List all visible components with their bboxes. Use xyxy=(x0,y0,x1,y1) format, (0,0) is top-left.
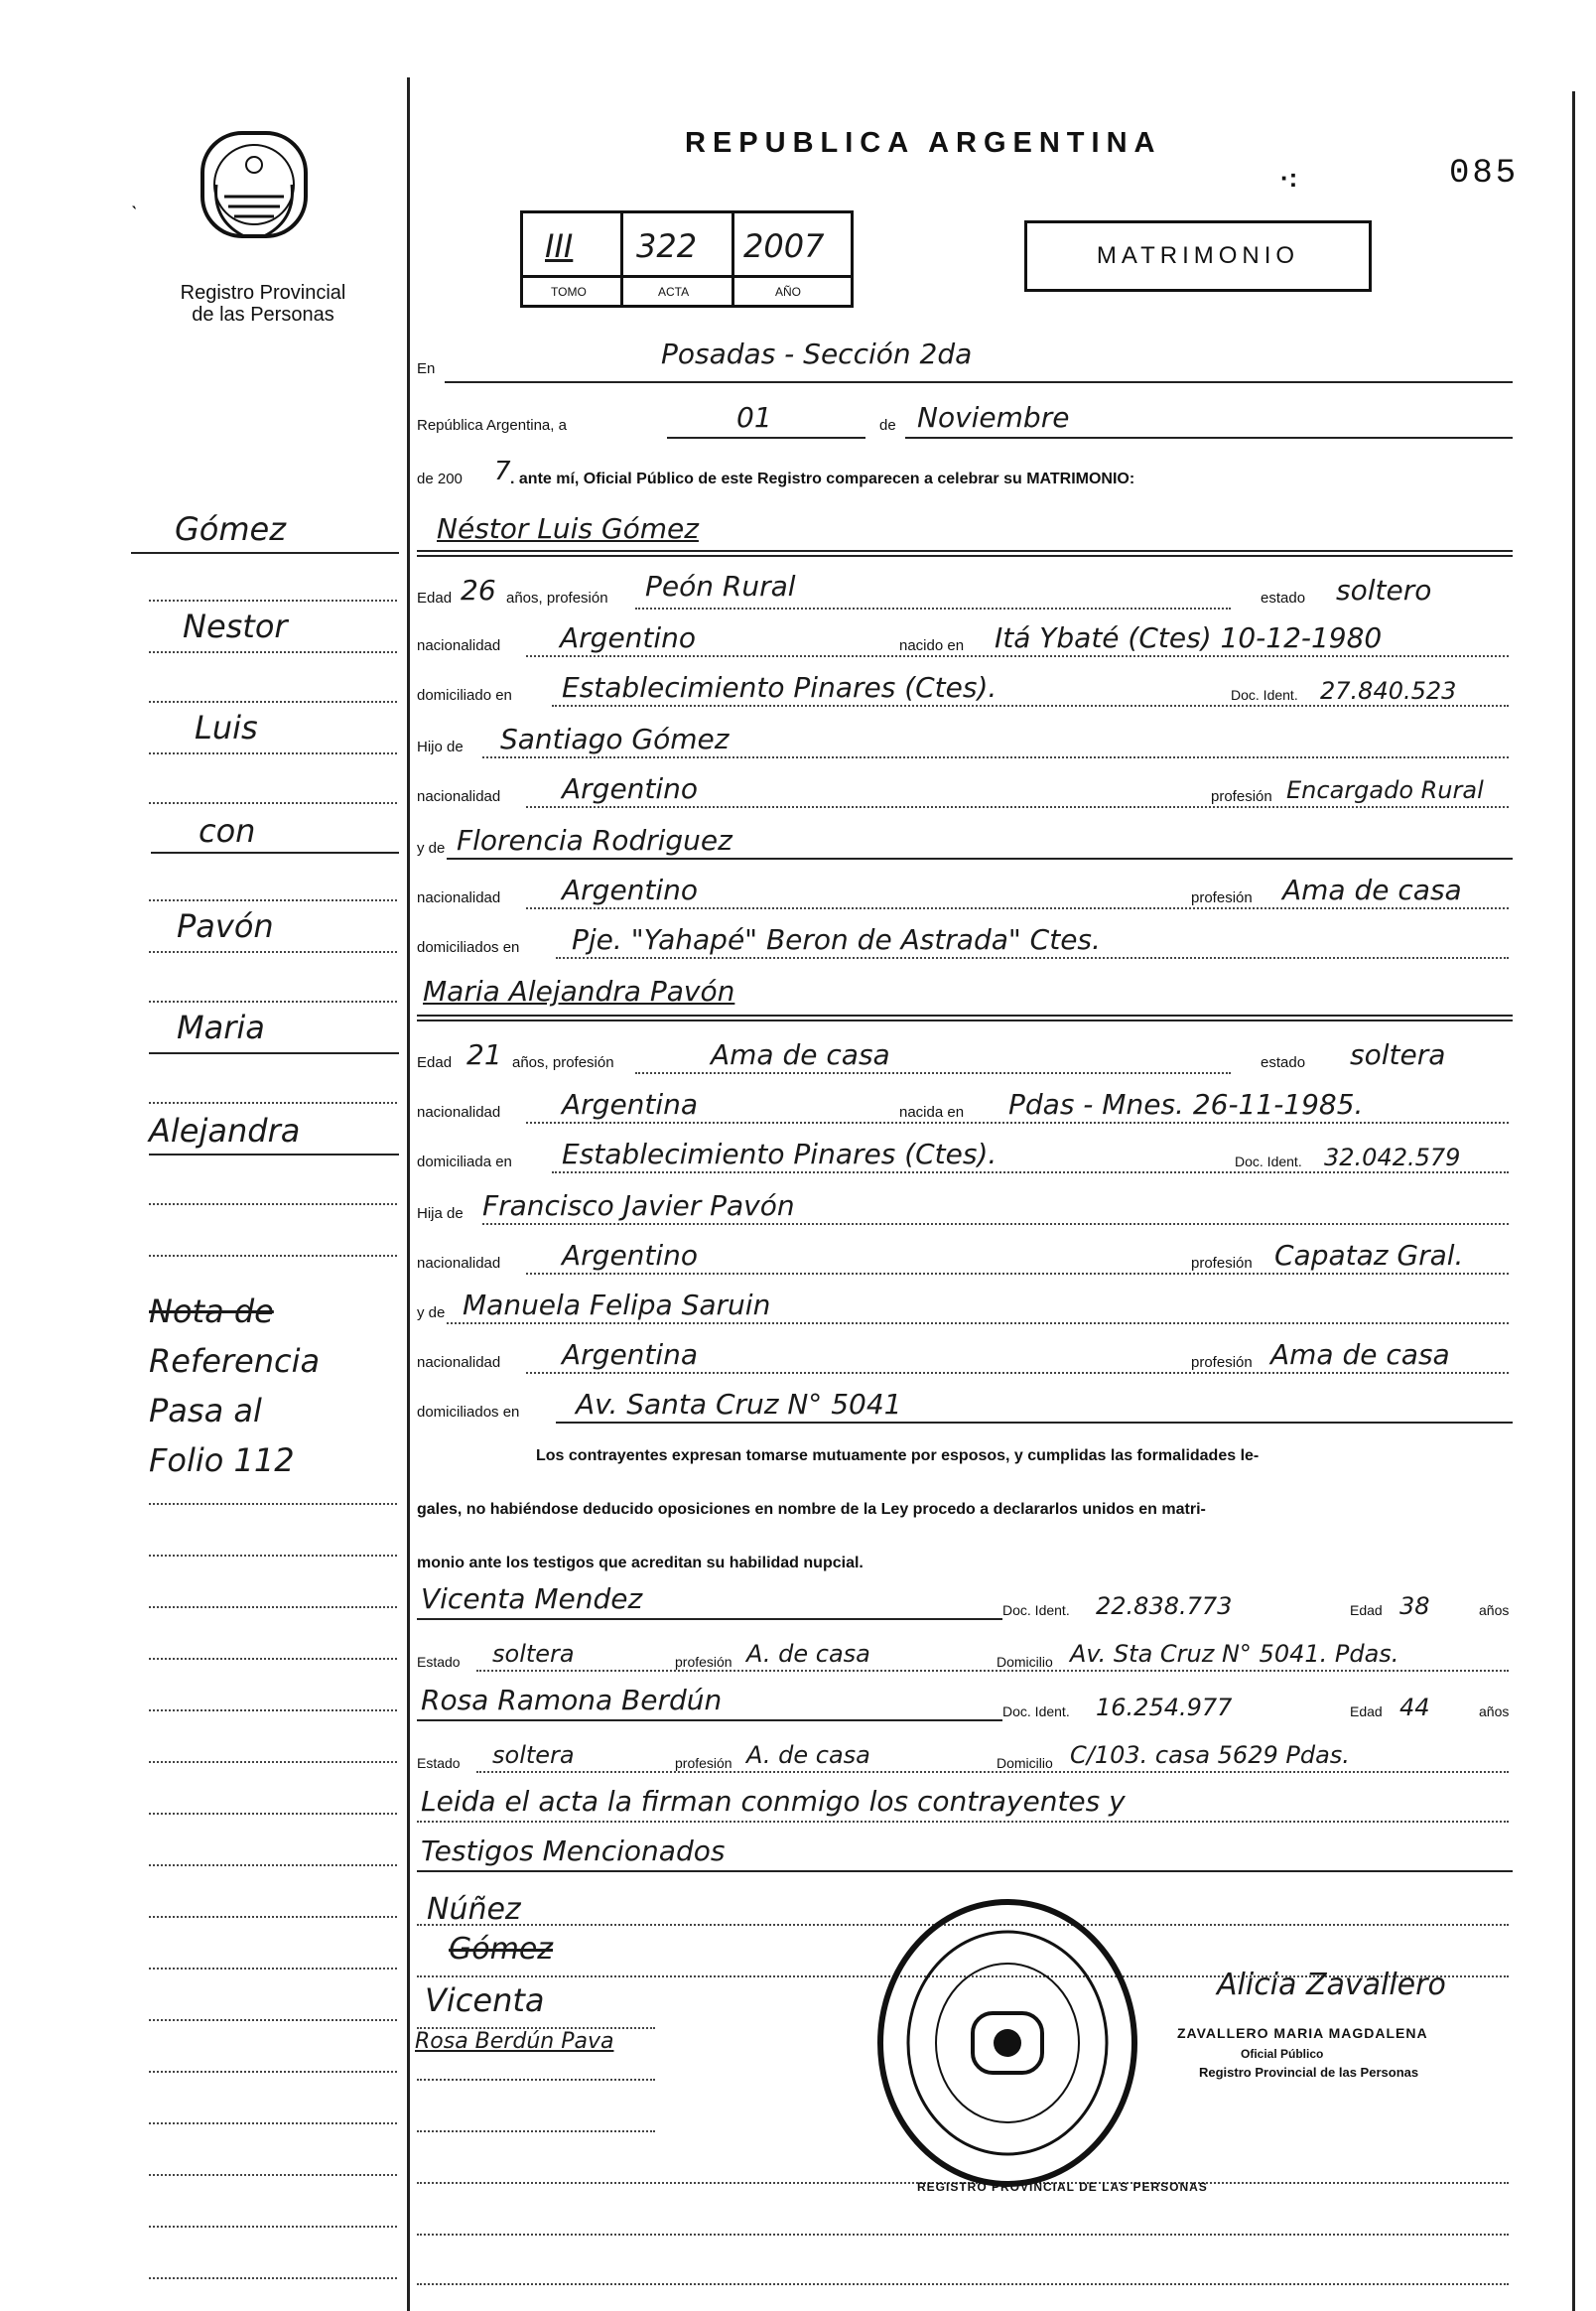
tomo-label: TOMO xyxy=(551,285,587,299)
bride-birth: Pdas - Mnes. 26-11-1985. xyxy=(1008,1088,1364,1121)
groom-age: 26 xyxy=(461,574,496,607)
acta-label: ACTA xyxy=(658,285,690,299)
stamp-ring-text: REGISTRO PROVINCIAL DE LAS PERSONAS xyxy=(917,2180,1208,2194)
bride-profession: Ama de casa xyxy=(711,1038,890,1071)
groom-father-nationality: Argentino xyxy=(562,772,699,805)
de-label: de xyxy=(879,417,896,434)
page-mark: ·: xyxy=(1280,163,1298,193)
witness2-edad-label: Edad xyxy=(1350,1703,1383,1719)
bride-mother-nationality: Argentina xyxy=(562,1338,699,1371)
bride-parents-address: Av. Santa Cruz N° 5041 xyxy=(576,1388,902,1421)
closing-line1: Leida el acta la firman conmigo los contrayentes y xyxy=(421,1785,1126,1818)
tomo-value: III xyxy=(545,227,574,265)
witness2-status: soltera xyxy=(492,1741,575,1769)
witness1-address: Av. Sta Cruz N° 5041. Pdas. xyxy=(1070,1640,1399,1668)
signature-1: Núñez xyxy=(427,1892,521,1927)
bride-nationality: Argentina xyxy=(562,1088,699,1121)
ano-label: AÑO xyxy=(775,285,802,299)
bride-estado-label: estado xyxy=(1261,1054,1306,1071)
registry-name-line1: Registro Provincial xyxy=(180,282,346,304)
bride-father-name: Francisco Javier Pavón xyxy=(482,1189,795,1222)
margin-surname-groom: Gómez xyxy=(175,510,287,548)
margin-name2: Luis xyxy=(195,709,258,747)
signature-3: Vicenta xyxy=(425,1981,545,2019)
country-title: REPUBLICA ARGENTINA xyxy=(685,127,1162,159)
witness2-profession: A. de casa xyxy=(746,1741,870,1769)
groom-mother-label: y de xyxy=(417,840,446,857)
margin-surname-bride: Pavón xyxy=(177,907,274,945)
witness1-doc-label: Doc. Ident. xyxy=(1002,1602,1070,1618)
provincial-seal xyxy=(195,125,314,254)
bride-mother-nat-label: nacionalidad xyxy=(417,1354,501,1371)
groom-address: Establecimiento Pinares (Ctes). xyxy=(562,671,998,704)
witness2-doc-label: Doc. Ident. xyxy=(1002,1703,1070,1719)
bride-full-name: Maria Alejandra Pavón xyxy=(423,975,735,1008)
bride-nacionalidad-label: nacionalidad xyxy=(417,1104,501,1121)
groom-birth: Itá Ybaté (Ctes) 10-12-1980 xyxy=(995,621,1383,654)
official-round-stamp xyxy=(873,1894,1141,2192)
witness2-prof-label: profesión xyxy=(675,1755,732,1771)
witness1-estado-label: Estado xyxy=(417,1654,461,1670)
groom-mother-name: Florencia Rodriguez xyxy=(457,824,732,857)
year-prefix: de 200 xyxy=(417,471,463,487)
groom-father-nat-label: nacionalidad xyxy=(417,788,501,805)
bride-domiciliada-label: domiciliada en xyxy=(417,1154,512,1170)
witness1-edad-label: Edad xyxy=(1350,1602,1383,1618)
groom-profession: Peón Rural xyxy=(645,570,796,603)
witness2-name: Rosa Ramona Berdún xyxy=(421,1684,723,1716)
bride-nacida-label: nacida en xyxy=(899,1104,965,1121)
bride-edad-label: Edad xyxy=(417,1054,453,1071)
groom-father-profession: Encargado Rural xyxy=(1286,776,1484,804)
margin-ref-line3: Pasa al xyxy=(149,1392,262,1429)
bride-civil-status: soltera xyxy=(1350,1038,1446,1071)
bride-parents-addr-label: domiciliados en xyxy=(417,1404,520,1421)
left-column-divider xyxy=(407,77,410,2311)
margin-name1: Nestor xyxy=(183,608,288,645)
declaration-line2: gales, no habiéndose deducido oposiciones en nombre de la Ley procedo a declararlos unidos en matri- xyxy=(417,1501,1206,1518)
groom-parents-addr-label: domiciliados en xyxy=(417,939,520,956)
closing-line2: Testigos Mencionados xyxy=(421,1835,726,1867)
groom-nacionalidad-label: nacionalidad xyxy=(417,637,501,654)
official-stamp-line2: Oficial Público xyxy=(1241,2047,1324,2061)
bride-mother-prof-label: profesión xyxy=(1191,1354,1253,1371)
witness2-estado-label: Estado xyxy=(417,1755,461,1771)
witness2-address: C/103. casa 5629 Pdas. xyxy=(1070,1741,1350,1769)
bride-anos-profesion-label: años, profesión xyxy=(512,1054,614,1071)
bride-father-label: Hija de xyxy=(417,1205,464,1222)
witness1-status: soltera xyxy=(492,1640,575,1668)
groom-mother-profession: Ama de casa xyxy=(1282,874,1462,906)
bride-doc-label: Doc. Ident. xyxy=(1235,1154,1302,1169)
bride-age: 21 xyxy=(466,1038,502,1071)
groom-nationality: Argentino xyxy=(560,621,697,654)
groom-mother-prof-label: profesión xyxy=(1191,889,1253,906)
declaration-line3: monio ante los testigos que acreditan su habilidad nupcial. xyxy=(417,1555,864,1571)
witness2-dom-label: Domicilio xyxy=(997,1755,1053,1771)
record-box xyxy=(520,210,854,308)
groom-doc-number: 27.840.523 xyxy=(1320,677,1457,705)
groom-civil-status: soltero xyxy=(1336,574,1432,607)
witness1-anos-label: años xyxy=(1479,1602,1510,1618)
bride-mother-name: Manuela Felipa Saruin xyxy=(463,1289,771,1321)
bride-doc-number: 32.042.579 xyxy=(1324,1144,1461,1171)
groom-parents-address: Pje. "Yahapé" Beron de Astrada" Ctes. xyxy=(572,923,1101,956)
bride-mother-profession: Ama de casa xyxy=(1270,1338,1450,1371)
groom-full-name: Néstor Luis Gómez xyxy=(437,512,699,545)
official-stamp-line3: Registro Provincial de las Personas xyxy=(1199,2065,1419,2080)
witness1-dom-label: Domicilio xyxy=(997,1654,1053,1670)
groom-anos-profesion-label: años, profesión xyxy=(506,590,608,607)
bride-father-nat-label: nacionalidad xyxy=(417,1255,501,1272)
groom-edad-label: Edad xyxy=(417,590,453,607)
witness2-anos-label: años xyxy=(1479,1703,1510,1719)
groom-doc-label: Doc. Ident. xyxy=(1231,687,1298,703)
acta-value: 322 xyxy=(636,227,698,265)
bride-father-profession: Capataz Gral. xyxy=(1274,1239,1464,1272)
groom-father-prof-label: profesión xyxy=(1211,788,1272,805)
en-label: En xyxy=(417,360,436,377)
place: Posadas - Sección 2da xyxy=(661,338,973,370)
left-tick-mark: ˎ xyxy=(131,185,139,209)
groom-mother-nationality: Argentino xyxy=(562,874,699,906)
margin-ref-line1: Nota de xyxy=(149,1292,274,1330)
margin-name4: Alejandra xyxy=(149,1112,301,1150)
right-page-border xyxy=(1572,91,1575,2311)
registry-name-line2: de las Personas xyxy=(192,304,334,326)
margin-name3: Maria xyxy=(177,1009,265,1046)
groom-mother-nat-label: nacionalidad xyxy=(417,889,501,906)
bride-father-prof-label: profesión xyxy=(1191,1255,1253,1272)
groom-father-label: Hijo de xyxy=(417,739,464,755)
intro-statement: . ante mí, Oficial Público de este Registro comparecen a celebrar su MATRIMONIO: xyxy=(510,471,1135,487)
year-digit: 7 xyxy=(494,457,511,486)
bride-address: Establecimiento Pinares (Ctes). xyxy=(562,1138,998,1170)
signature-2: Gómez xyxy=(449,1932,554,1967)
registry-name xyxy=(149,282,377,326)
bride-mother-label: y de xyxy=(417,1304,446,1321)
day: 01 xyxy=(736,401,772,434)
groom-father-name: Santiago Gómez xyxy=(500,723,730,755)
page-number: 085 xyxy=(1449,155,1520,193)
margin-connector: con xyxy=(199,812,256,850)
document-type: MATRIMONIO xyxy=(1096,242,1300,269)
witness1-age: 38 xyxy=(1399,1592,1430,1620)
witness1-name: Vicenta Mendez xyxy=(421,1582,643,1615)
signature-4: Rosa Berdún Pava xyxy=(415,2029,614,2054)
official-stamp-line1: ZAVALLERO MARIA MAGDALENA xyxy=(1177,2025,1428,2041)
official-signature: Alicia Zavallero xyxy=(1217,1968,1446,2002)
ano-value: 2007 xyxy=(743,227,825,265)
witness2-doc: 16.254.977 xyxy=(1096,1694,1233,1721)
declaration-line1: Los contrayentes expresan tomarse mutuamente por esposos, y cumplidas las formalidades le- xyxy=(536,1447,1260,1464)
bride-father-nationality: Argentino xyxy=(562,1239,699,1272)
witness1-profession: A. de casa xyxy=(746,1640,870,1668)
groom-domiciliado-label: domiciliado en xyxy=(417,687,512,704)
witness2-age: 44 xyxy=(1399,1694,1430,1721)
margin-ref-line4: Folio 112 xyxy=(149,1441,295,1479)
margin-ref-line2: Referencia xyxy=(149,1342,321,1380)
republica-label: República Argentina, a xyxy=(417,417,567,434)
witness1-prof-label: profesión xyxy=(675,1654,732,1670)
document-type-box xyxy=(1024,220,1372,292)
witness1-doc: 22.838.773 xyxy=(1096,1592,1233,1620)
month: Noviembre xyxy=(917,401,1070,434)
groom-estado-label: estado xyxy=(1261,590,1306,607)
groom-nacido-label: nacido en xyxy=(899,637,965,654)
